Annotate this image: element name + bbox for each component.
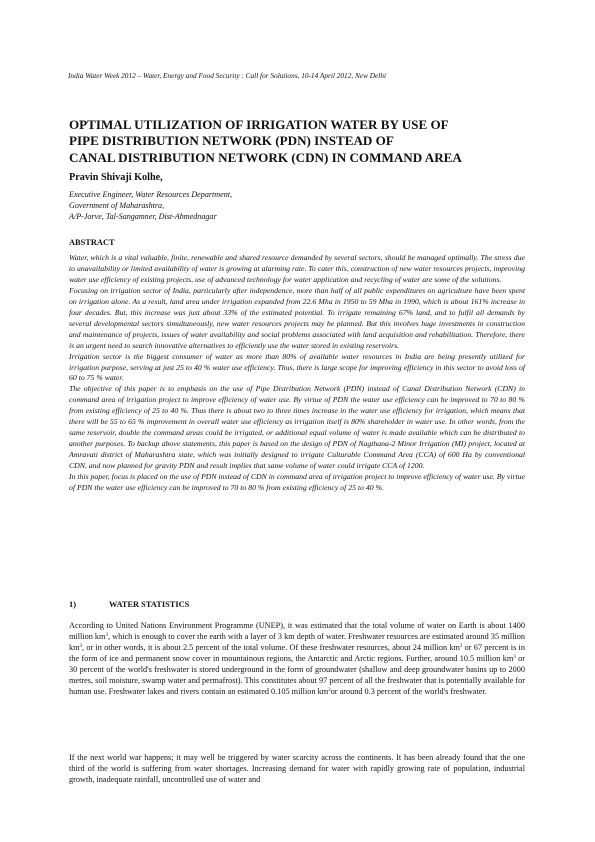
superscript: 3: [459, 644, 463, 650]
section-body-continued: [69, 752, 525, 785]
superscript: 3: [513, 655, 516, 661]
title-line: PIPE DISTRIBUTION NETWORK (PDN) INSTEAD OF: [69, 133, 394, 149]
abstract-body: [69, 253, 525, 494]
superscript: 3: [328, 688, 331, 694]
section-body: [69, 620, 525, 697]
text-run: , which is enough to cover the earth with a layer of 3 km depth of water. Freshwater resources are estimated around 35 million km: [69, 632, 525, 653]
text-run: According to United Nations Environment Programme (UNEP), it was estimated that the total volume of water on Earth is about 1400 million km: [69, 621, 525, 642]
abstract-paragraph: In this paper, focus is placed on the use of PDN instead of CDN in command area of irrigation project to improve efficiency of water use. By virtue of PDN the water use efficiency can be improved to 70 to 80 % from existing efficiency of 25 to 40 %.: [69, 472, 525, 493]
superscript: 3: [105, 633, 108, 639]
text-run: or 30 percent of the world's freshwater is stored underground in the form of groundwater (shallow and deep groundwater basins up to 2000 metres, soil moisture, swamp water and permafrost). This constitutes about 97 percent of all the freshwater that is potentially available for human use. Freshwater lakes and rivers contain an estimated 0.105 million km: [69, 654, 525, 697]
section-number: 1): [69, 600, 76, 609]
body-paragraph: [69, 620, 525, 697]
affiliation-line: Executive Engineer, Water Resources Department,: [69, 190, 233, 199]
abstract-paragraph: Focusing on irrigation sector of India, particularly after independence, more than half of all public expenditures on agriculture have been spent on irrigation alone. As a result, land area under irrigation expanded from 22.6 Mha in 1950 to 59 Mha in 1990, which is about 161% increase in four decades. But, this increase was just about 33% of the estimated potential. To irrigate remaining 67% land, and to fulfil all demands by several developmental sectors simultaneously, new water resources projects may be planned. But this involves huge investments in construction and maintenance of projects, issues of water availability and social problems associated with land acquisition and rehabilitation. Therefore, there is an urgent need to search innovative alternatives to efficiently use the water stored in existing reservoirs.: [69, 285, 525, 350]
paper-title: [69, 117, 539, 166]
text-run: or 67 percent is in the form of ice and permanent snow cover in mountainous regions, the Antarctic and Arctic regions. Further, around 10.5 million km: [69, 643, 525, 664]
author-name: Pravin Shivaji Kolhe,: [69, 172, 163, 183]
text-run: , or in other words, it is about 2.5 percent of the total volume. Of these freshwater resources, about 24 million km: [82, 643, 460, 653]
abstract-paragraph: Irrigation sector is the biggest consumer of water as more than 80% of available water resources in India are being presently utilized for irrigation purpose, serving at just 25 to 40 % water use efficiency. Thus, there is large scope for improving efficiency in this sector to avoid loss of 60 to 75 % water.: [69, 351, 525, 383]
affiliation-line: A/P-Jorve, Tal-Sangamner, Dist-Ahmednagar: [69, 211, 217, 221]
author-affiliation: [69, 190, 232, 222]
section-title: WATER STATISTICS: [109, 600, 190, 609]
section-heading: [69, 600, 189, 609]
abstract-paragraph: Water, which is a vital valuable, finite, renewable and shared resource demanded by several sectors, should be managed optimally. The stress due to unavailability or limited availability of water is growing at alarming rate. To cater this, construction of new water resources projects, improving water use efficiency of existing projects, use of advanced technology for water application and recycling of water are some of the solutions.: [69, 253, 525, 284]
running-header: India Water Week 2012 – Water, Energy and Food Security : Call for Solutions, 10-14 April 2012, New Delhi: [68, 71, 386, 80]
body-paragraph: If the next world war happens; it may well be triggered by water scarcity across the continents. It has been already found that the one third of the world is suffering from water shortages. Increasing demand for water with rapidly growing rate of population, industrial growth, inadequate rainfall, uncontrolled use of water and: [69, 753, 525, 785]
title-line: OPTIMAL UTILIZATION OF IRRIGATION WATER BY USE OF: [69, 117, 449, 132]
text-run: or around 0.3 percent of the world's freshwater.: [330, 687, 487, 697]
affiliation-line: Government of Maharashtra,: [69, 200, 165, 210]
superscript: 3: [79, 644, 83, 650]
title-line: CANAL DISTRIBUTION NETWORK (CDN) IN COMMAND AREA: [69, 149, 462, 165]
abstract-paragraph: The objective of this paper is to emphasis on the use of Pipe Distribution Network (PDN) instead of Canal Distribution Network (CDN) in command area of irrigation project to improve efficiency of water use. By virtue of PDN the water use efficiency can be improved to 70 to 80 % from existing efficiency of 25 to 40 %. Thus there is about two to three times increase in the water use efficiency for irrigation, which means that there will be 55 to 65 % improvement in overall water use efficiency as irrigation itself is 80% shareholder in water use. In other words, from the same reservoir, double the command areas could be irrigated, or additional equal volume of water is made available which can be distributed to another purposes. To backup above statements, this paper is based on the design of PDN of Nagthana-2 Minor Irrigation (MI) project, located at Amravati district of Maharashtra state, which was initially designed to irrigate Culturable Command Area (CCA) of 600 Ha by conventional CDN, and now planned for gravity PDN and result implies that same volume of water could irrigate CCA of 1200.: [69, 384, 525, 471]
abstract-heading: ABSTRACT: [69, 238, 115, 247]
